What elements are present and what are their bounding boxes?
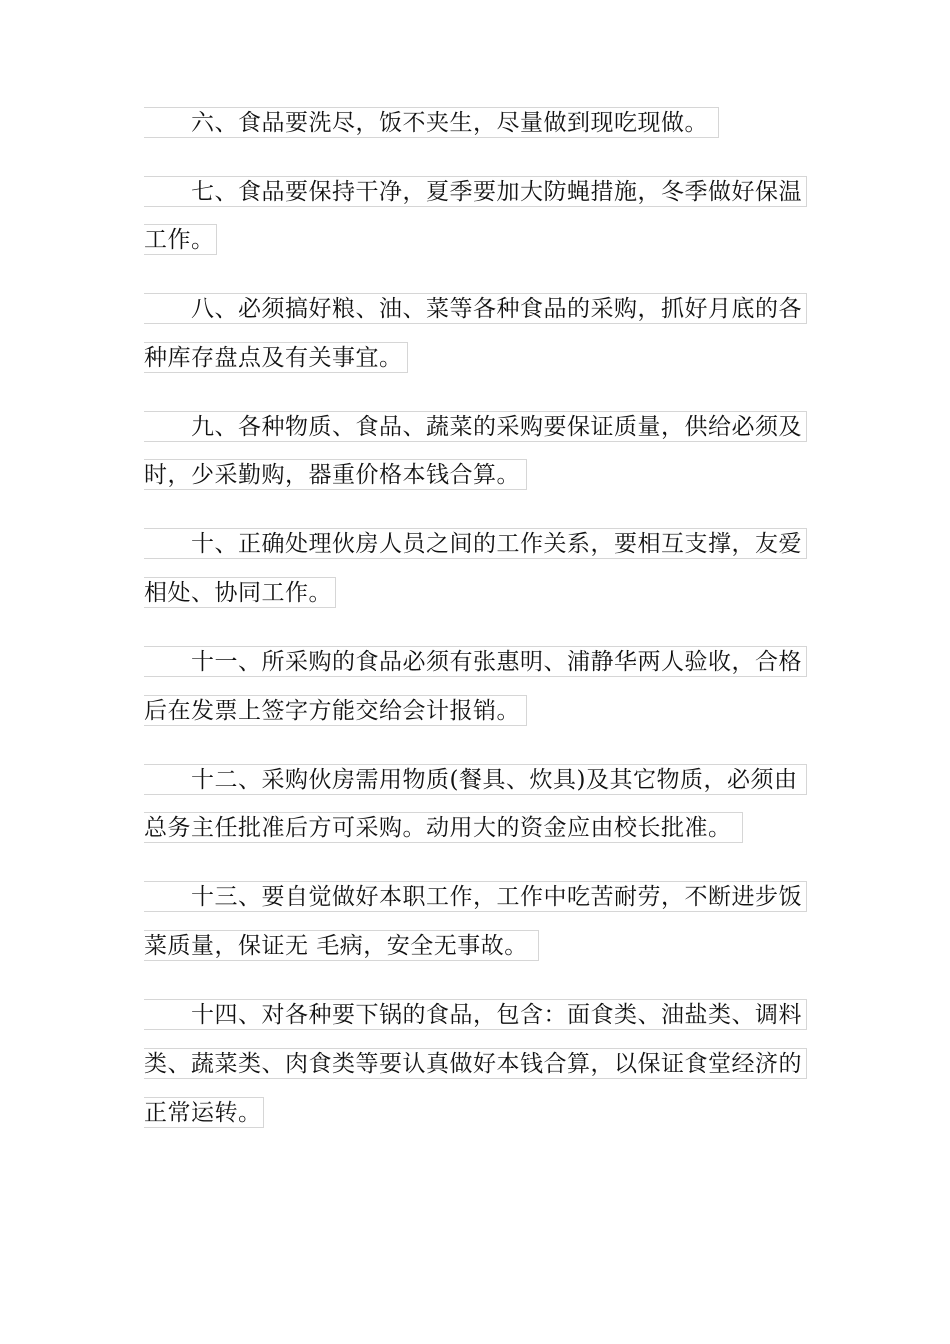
paragraph-8-line-2: 种库存盘点及有关事宜。 [144,342,408,373]
paragraph-13-line-1: 十三、要自觉做好本职工作，工作中吃苦耐劳，不断进步饭 [144,881,807,912]
paragraph-6-line-1: 六、食品要洗尽，饭不夹生，尽量做到现吃现做。 [144,107,719,138]
paragraph-14-line-3: 正常运转。 [144,1097,264,1128]
paragraph-7-line-2: 工作。 [144,224,217,255]
paragraph-12-line-1: 十二、采购伙房需用物质(餐具、炊具)及其它物质，必须由 [144,764,807,795]
paragraph-10-line-1: 十、正确处理伙房人员之间的工作关系，要相互支撑，友爱 [144,528,807,559]
paragraph-9-line-1: 九、各种物质、食品、蔬菜的采购要保证质量，供给必须及 [144,411,807,442]
paragraph-11-line-2: 后在发票上签字方能交给会计报销。 [144,695,527,726]
paragraph-8-line-1: 八、必须搞好粮、油、菜等各种食品的采购，抓好月底的各 [144,293,807,324]
paragraph-13-line-2: 菜质量，保证无 毛病，安全无事故。 [144,930,539,961]
paragraph-11-line-1: 十一、所采购的食品必须有张惠明、浦静华两人验收，合格 [144,646,807,677]
paragraph-14-line-1: 十四、对各种要下锅的食品，包含：面食类、油盐类、调料 [144,999,807,1030]
paragraph-7-line-1: 七、食品要保持干净，夏季要加大防蝇措施，冬季做好保温 [144,176,807,207]
paragraph-14-line-2: 类、蔬菜类、肉食类等要认真做好本钱合算，以保证食堂经济的 [144,1048,807,1079]
paragraph-10-line-2: 相处、协同工作。 [144,577,336,608]
paragraph-9-line-2: 时，少采勤购，器重价格本钱合算。 [144,459,527,490]
paragraph-12-line-2: 总务主任批准后方可采购。动用大的资金应由校长批准。 [144,812,743,843]
